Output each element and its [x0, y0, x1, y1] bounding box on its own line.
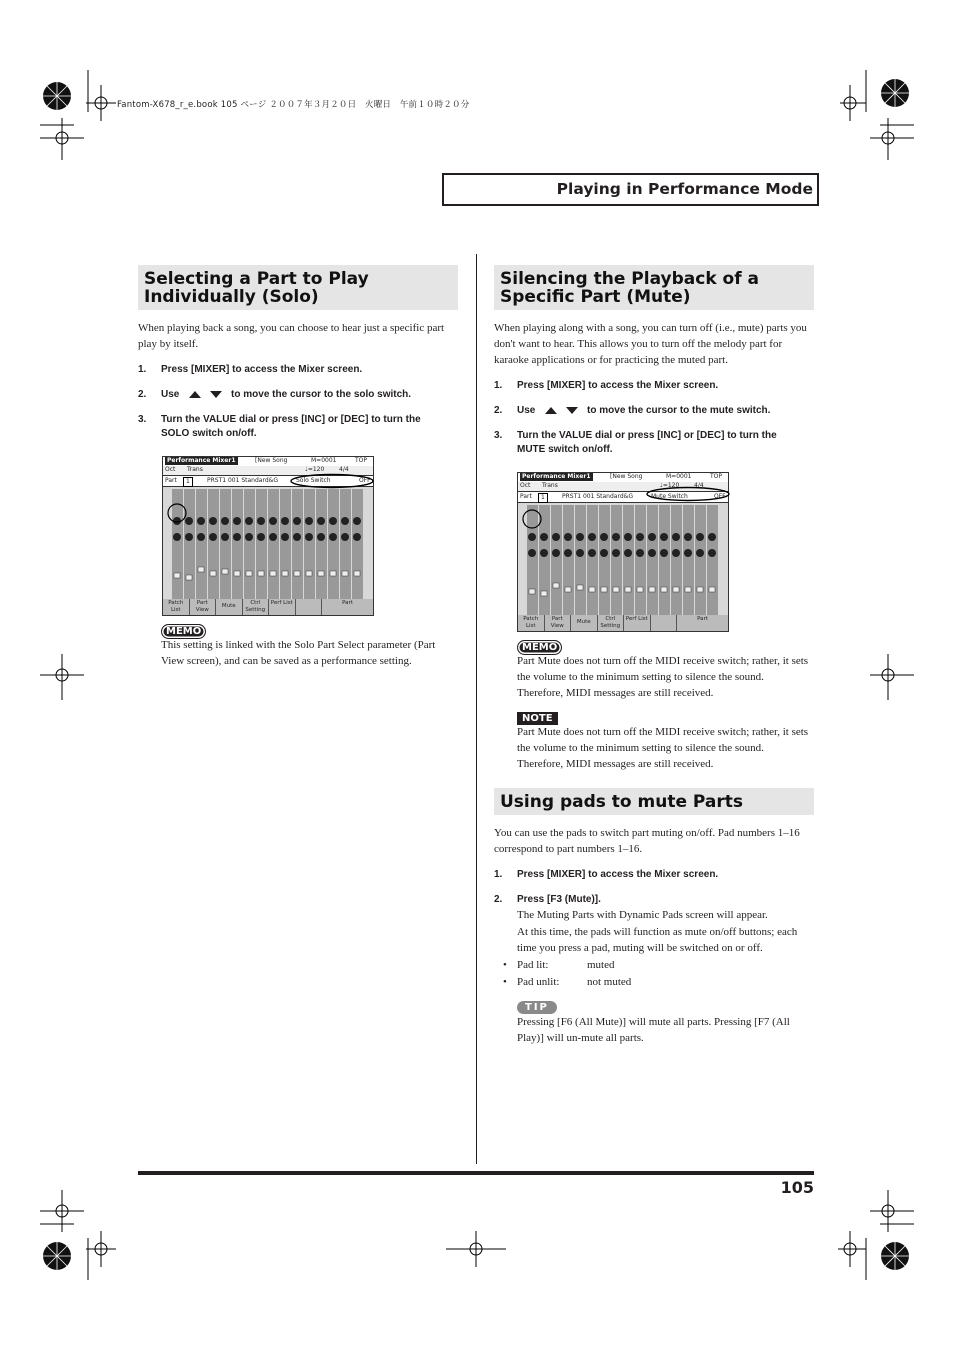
screen-beat: 4/4 [339, 466, 349, 473]
screen-song: [New Song [255, 457, 288, 464]
solo-step-2-num: 2. [138, 389, 147, 400]
screen-oct: Oct [165, 466, 176, 473]
screen-top: TOP [710, 473, 723, 480]
screen-btn-ctrl-setting: Ctrl Setting [598, 615, 624, 631]
bullet-dot: • [503, 976, 507, 988]
mute-intro: When playing along with a song, you can turn off (i.e., mute) parts you don't want to hear. This allows you to turn off the melody part for karaoke applications or for practicing the muted part. [494, 322, 807, 366]
screen-trans: Trans [542, 482, 558, 489]
screen-top: TOP [355, 457, 368, 464]
screen-switch-value: OFF [714, 493, 726, 500]
tip-badge [517, 997, 557, 1015]
screen-btn-utility [296, 599, 322, 615]
mute-step-2-use: Use [517, 405, 536, 416]
solo-step-2-text: to move the cursor to the solo switch. [231, 389, 412, 400]
cursor-down-icon [210, 391, 222, 398]
solo-step-1-num: 1. [138, 364, 147, 375]
footer-rule [138, 1171, 814, 1175]
tip-text: Pressing [F6 (All Mute)] will mute all parts. Pressing [F7 (All Play)] will un-mute all parts. [517, 1016, 790, 1044]
screen-tempo: ♩=120 [660, 482, 680, 489]
screen-patch: PRST1 001 Standard&G [207, 477, 278, 484]
bullet-term: Pad unlit: [517, 976, 560, 988]
screen-btn-patch-list: Patch List [518, 615, 544, 631]
pads-detail-2: At this time, the pads will function as mute on/off buttons; each time you press a pad, muting will be switched on or off. [517, 926, 798, 954]
solo-section-title: Selecting a Part to Play Individually (Solo) [138, 265, 458, 310]
mute-step-2 [517, 404, 814, 418]
screen-btn-patch-list: Patch List [163, 599, 189, 615]
bullet-term: Pad lit: [517, 959, 549, 971]
screen-btn-mute: Mute [216, 599, 242, 615]
screen-part-label: Part [520, 493, 532, 500]
solo-memo-text: This setting is linked with the Solo Part Select parameter (Part View screen), and can be saved as a performance setting. [161, 639, 436, 667]
screen-btn-part: Part [677, 615, 728, 631]
cursor-down-icon [566, 407, 578, 414]
screen-switch-value: OFF [359, 477, 371, 484]
solo-step-2-use: Use [161, 389, 180, 400]
pads-section-title: Using pads to mute Parts [494, 788, 814, 815]
cursor-up-icon [189, 391, 201, 398]
pads-step-1-num: 1. [494, 869, 503, 880]
bullet-dot: • [503, 959, 507, 971]
screen-btn-mute: Mute [571, 615, 597, 631]
cursor-up-icon [545, 407, 557, 414]
memo-icon: MEMO [161, 624, 206, 639]
screen-switch: Mute Switch [651, 493, 688, 500]
screen-title: Performance Mixer1 [167, 457, 236, 464]
solo-step-1-text: Press [MIXER] to access the Mixer screen. [161, 364, 363, 375]
page-number: 105 [780, 1178, 814, 1197]
mute-section-title: Silencing the Playback of a Specific Part (Mute) [494, 265, 814, 310]
running-title: Playing in Performance Mode [442, 173, 819, 206]
screen-btn-utility [651, 615, 677, 631]
screen-song: [New Song [610, 473, 643, 480]
solo-step-2 [161, 388, 458, 402]
tip-icon: TIP [517, 1001, 557, 1014]
mute-switch-callout [646, 486, 732, 502]
solo-step-3-text: Turn the VALUE dial or press [INC] or [DEC] to turn the SOLO switch on/off. [161, 414, 421, 439]
memo-icon: MEMO [517, 640, 562, 655]
screen-measure: M=0001 [666, 473, 692, 480]
bullet-desc: muted [587, 959, 615, 971]
mute-note-text: Part Mute does not turn off the MIDI receive switch; rather, it sets the volume to the minimum setting to silence the sound. Therefore, MIDI messages are still received. [517, 726, 809, 770]
screen-channel-strips [163, 487, 373, 599]
mute-step-3-text: Turn the VALUE dial or press [INC] or [DEC] to turn the MUTE switch on/off. [517, 430, 777, 455]
solo-step-3-num: 3. [138, 414, 147, 425]
screen-measure: M=0001 [311, 457, 337, 464]
screen-part-label: Part [165, 477, 177, 484]
mute-step-3-num: 3. [494, 430, 503, 441]
mute-step-1-num: 1. [494, 380, 503, 391]
note-icon: NOTE [517, 712, 558, 725]
mute-memo-text: Part Mute does not turn off the MIDI receive switch; rather, it sets the volume to the minimum setting to silence the sound. Therefore, MIDI messages are still received. [517, 655, 809, 699]
screen-btn-part-view: Part View [545, 615, 571, 631]
pads-step-2-text: Press [F3 (Mute)]. [517, 894, 601, 905]
screen-btn-part: Part [322, 599, 373, 615]
screen-patch: PRST1 001 Standard&G [562, 493, 633, 500]
column-divider [476, 254, 477, 1164]
pads-intro: You can use the pads to switch part muting on/off. Pad numbers 1–16 correspond to part numbers 1–16. [494, 827, 800, 855]
mute-step-2-text: to move the cursor to the mute switch. [587, 405, 771, 416]
pads-step-1-text: Press [MIXER] to access the Mixer screen. [517, 869, 719, 880]
screen-tempo: ♩=120 [305, 466, 325, 473]
mute-step-2-num: 2. [494, 405, 503, 416]
solo-intro: When playing back a song, you can choose to hear just a specific part play by itself. [138, 322, 445, 350]
pads-step-2-num: 2. [494, 894, 503, 905]
screen-switch: Solo Switch [296, 477, 331, 484]
bullet-desc: not muted [587, 976, 632, 988]
screen-part-num: 1 [538, 493, 548, 503]
screen-btn-ctrl-setting: Ctrl Setting [243, 599, 269, 615]
screen-oct: Oct [520, 482, 531, 489]
screen-part-num: 1 [183, 477, 193, 487]
screen-btn-perf-list: Perf List [624, 615, 650, 631]
screen-btn-perf-list: Perf List [269, 599, 295, 615]
mute-step-1-text: Press [MIXER] to access the Mixer screen. [517, 380, 719, 391]
pads-detail-1: The Muting Parts with Dynamic Pads screen will appear. [517, 909, 768, 921]
screen-trans: Trans [187, 466, 203, 473]
screen-beat: 4/4 [694, 482, 704, 489]
screen-channel-strips [518, 503, 728, 615]
file-info: Fantom-X678_r_e.book 105 ページ ２００７年３月２０日 火曜日 午前１０時２０分 [117, 100, 470, 110]
solo-switch-callout [290, 473, 376, 489]
screen-btn-part-view: Part View [190, 599, 216, 615]
screen-title: Performance Mixer1 [522, 473, 591, 480]
